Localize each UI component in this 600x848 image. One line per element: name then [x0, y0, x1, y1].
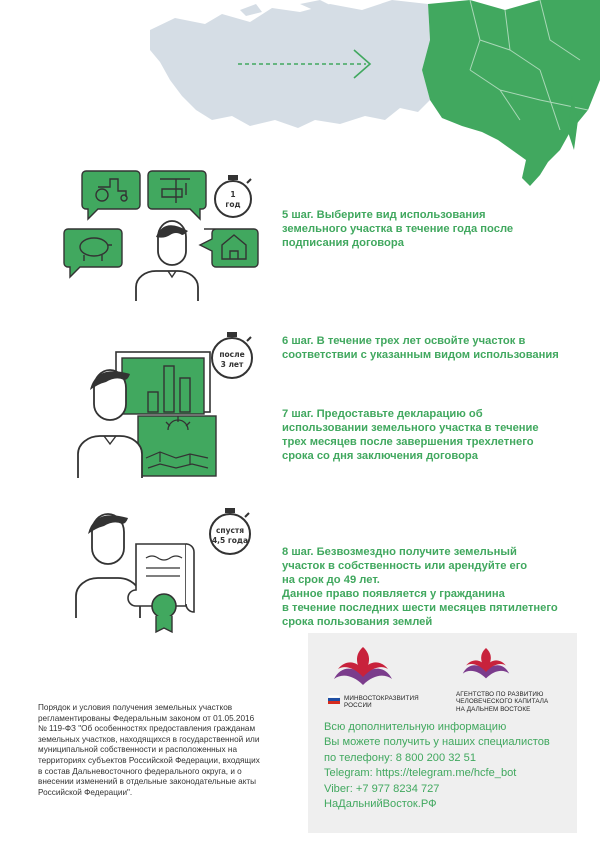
house-icon [200, 229, 258, 267]
seal-icon [152, 594, 176, 632]
lotus-logo [458, 645, 514, 683]
cracked-earth-icon [138, 416, 216, 476]
stopwatch-icon [215, 175, 251, 217]
step-6-text: 6 шаг. В течение трех лет освойте участок в соответствии с указанным видом использования [282, 335, 559, 361]
timer-label-2: год [225, 200, 241, 209]
stopwatch-icon [212, 332, 252, 378]
agency-logo [456, 645, 548, 713]
timer-label-1: спустя [215, 526, 245, 535]
tractor-icon [82, 171, 140, 219]
step-7-text: 7 шаг. Предоставьте декларацию об использовании земельного участка в течение трех месяцев после завершения трехлетнего срока со дня заключения договора [282, 408, 539, 462]
legal-notice: Порядок и условия получения земельных участков регламентированы Федеральным законом от 01.05.2016 № 119-ФЗ "Об особенностях предоставления гражданам земельных участков, находящихся в государственной или муниципальной собственности и расположенных на территориях субъектов Российской Федерации, входящих в состав Дальневосточного федерального округа, и о внесении изменений в отдельные законодательные акты Российской Федерации". [38, 703, 260, 797]
construction-icon [148, 171, 206, 219]
step6-illustration [76, 330, 274, 482]
bar-chart-icon [116, 352, 210, 414]
ministry-logo-caption: МИНВОСТОКРАЗВИТИЯ РОССИИ [344, 695, 419, 710]
contact-info: Всю дополнительную информацию Вы можете получить у наших специалистов по телефону: 8 800 200 32 51 Telegram: https://telegram.me/hcfe_bot Viber: +7 977 8234 727 НаДальнийВосток.РФ [324, 721, 550, 811]
pig-icon [64, 229, 122, 277]
ministry-logo [328, 645, 419, 710]
timer-label-2: 3 лет [220, 360, 244, 369]
step-8-text: 8 шаг. Безвозмездно получите земельный участок в собственность или арендуйте его на срок до 49 лет. Данное право появляется у гражданина в течение последних шести месяцев пятилетнего срока пользования землей [282, 546, 558, 628]
map-russia [0, 0, 600, 190]
timer-label-2: 4,5 года [211, 536, 249, 545]
timer-label-1: после [219, 350, 245, 359]
step5-illustration [58, 165, 273, 305]
step-5-text: 5 шаг. Выберите вид использования земельного участка в течение года после подписания договора [282, 209, 514, 249]
man-icon [136, 221, 198, 301]
agency-logo-caption: АГЕНТСТВО ПО РАЗВИТИЮ ЧЕЛОВЕЧЕСКОГО КАПИТАЛА НА ДАЛЬНЕМ ВОСТОКЕ [456, 691, 549, 713]
timer-label-1: 1 [230, 190, 236, 199]
lotus-logo [328, 645, 398, 689]
contact-panel [308, 633, 577, 833]
stopwatch-icon [210, 508, 250, 554]
flag-icon [328, 695, 340, 704]
step8-illustration [72, 500, 272, 642]
